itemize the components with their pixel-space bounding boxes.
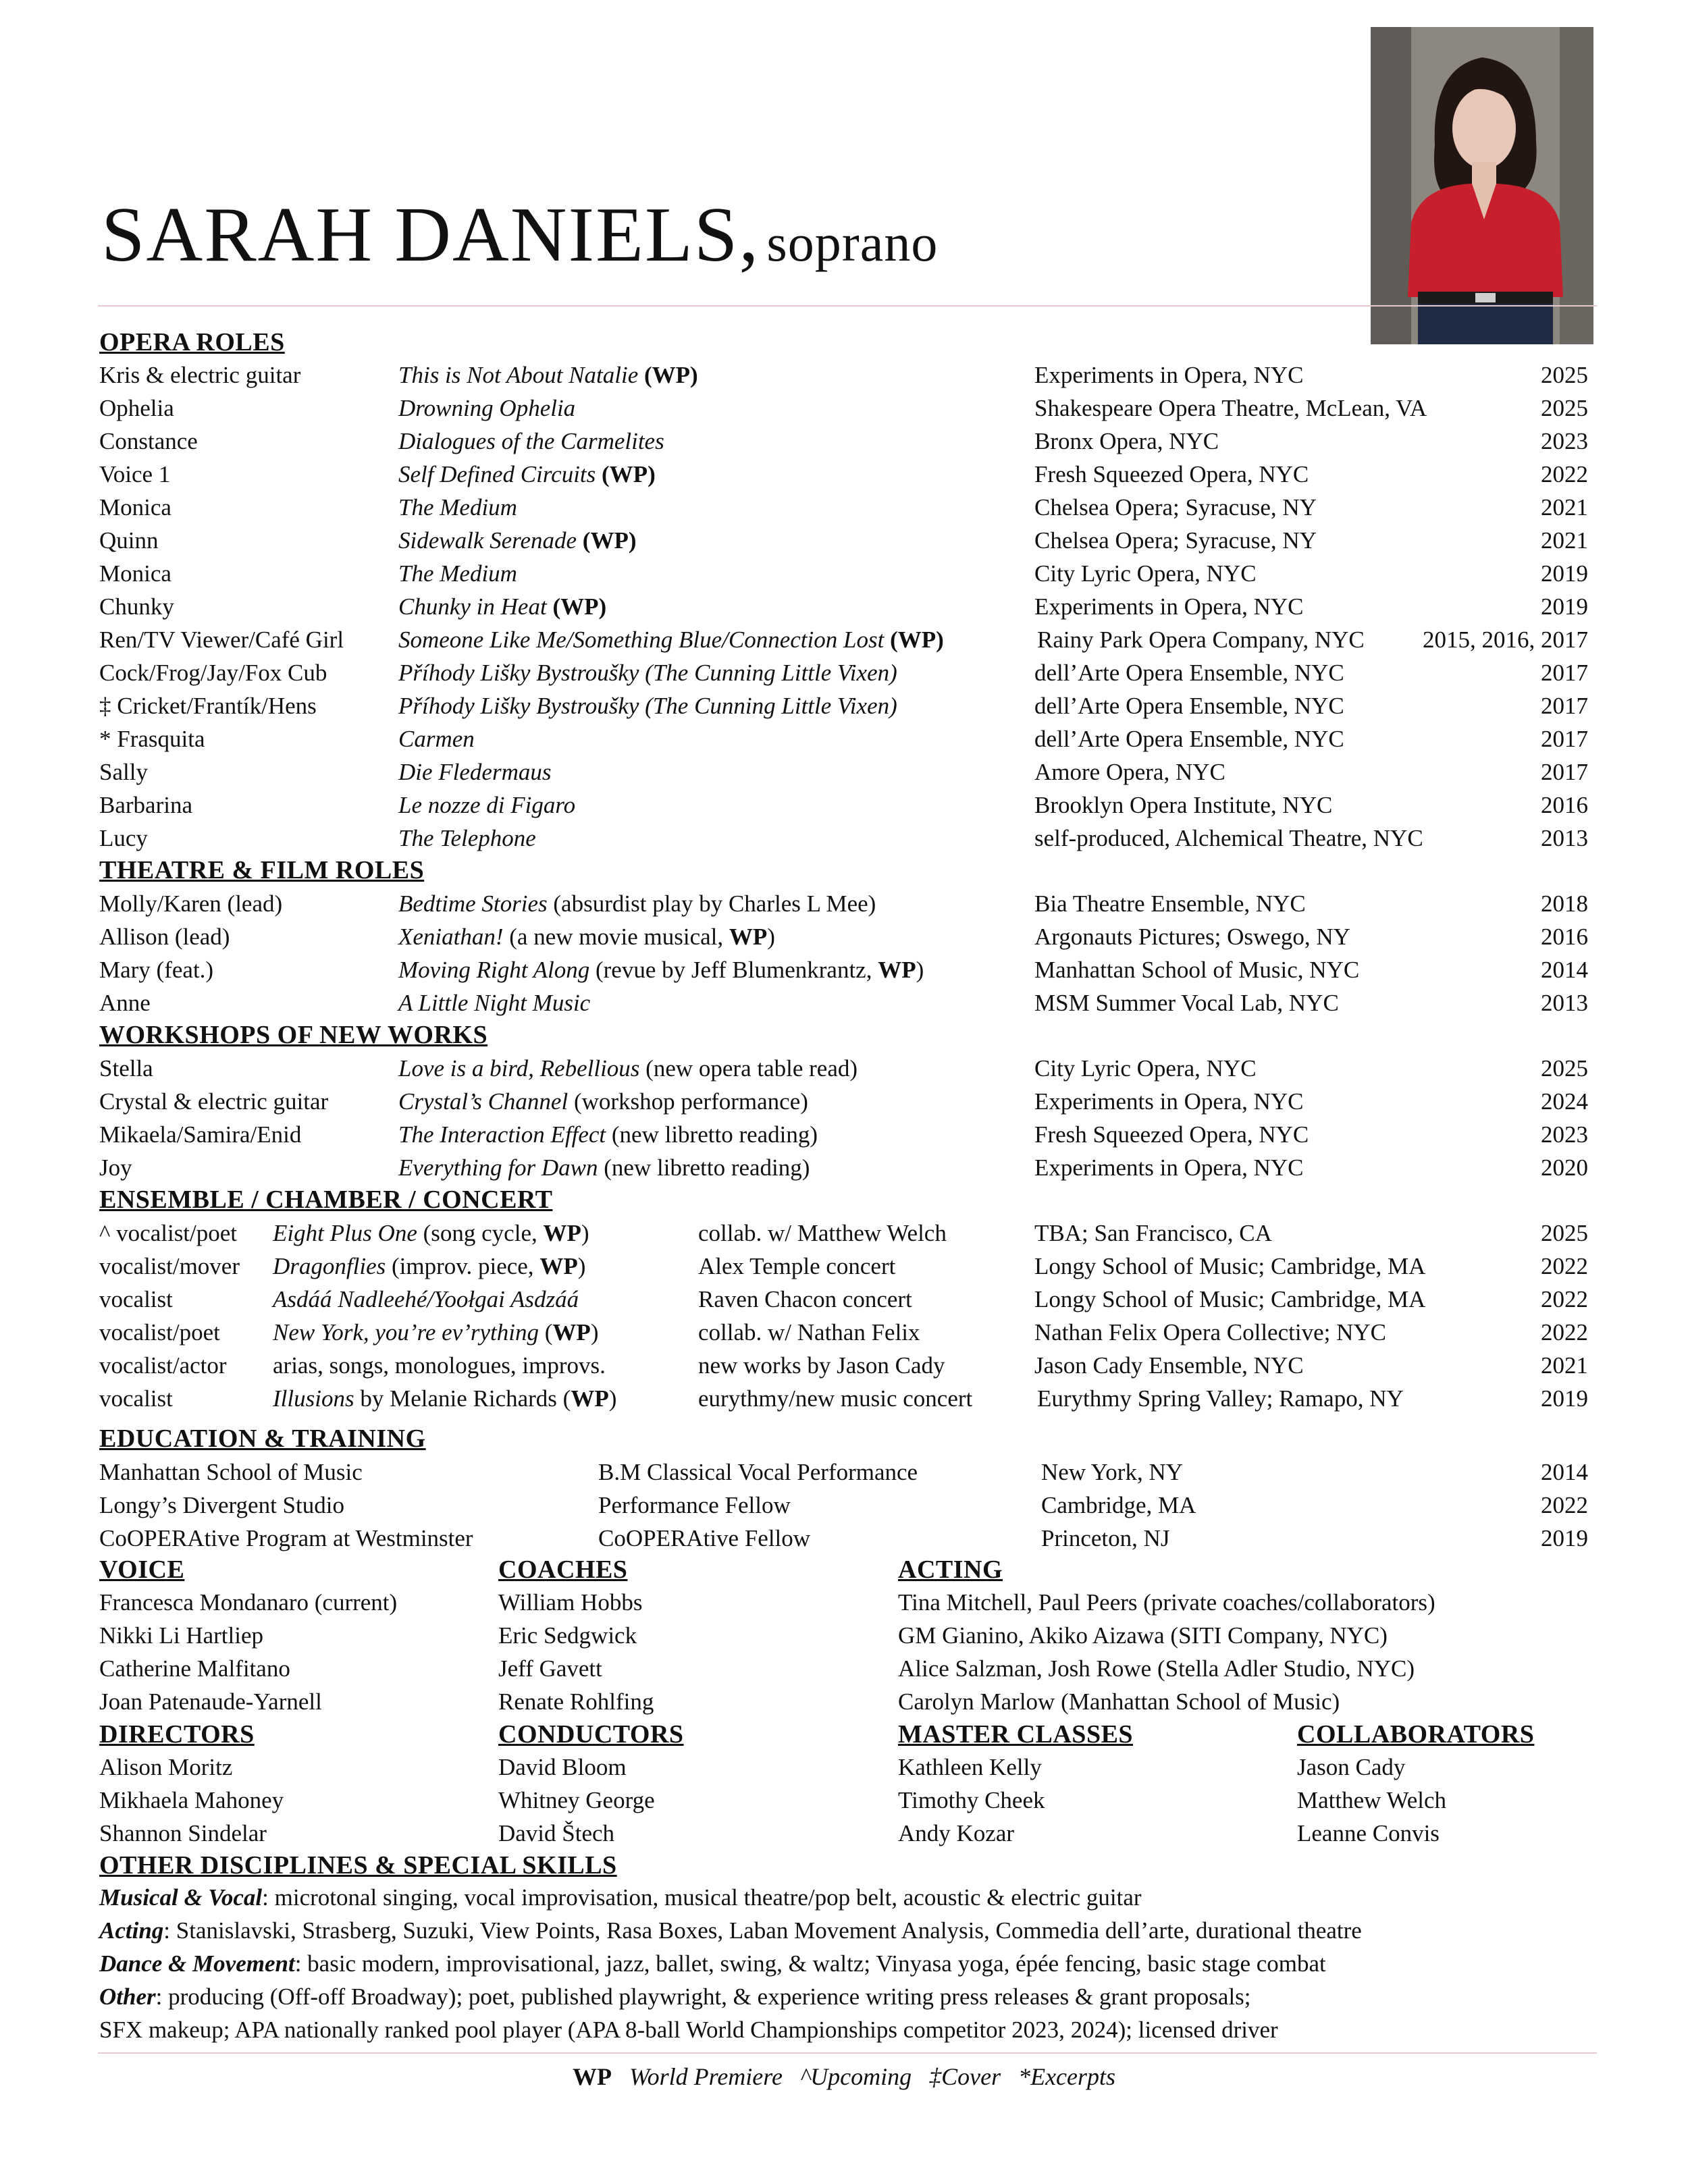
work-note: (song cycle,	[423, 1220, 537, 1246]
company: Argonauts Pictures; Oswego, NY	[1034, 924, 1350, 950]
section-heading-other: OTHER DISCIPLINES & SPECIAL SKILLS	[99, 1851, 617, 1880]
legend-excerpts: *Excerpts	[1018, 2063, 1116, 2090]
director: Mikhaela Mahoney	[99, 1787, 284, 1813]
opera-row	[0, 756, 1688, 789]
role: Mikaela/Samira/Enid	[99, 1121, 302, 1148]
role: Ren/TV Viewer/Café Girl	[99, 627, 344, 653]
education-row	[0, 1489, 1688, 1522]
company: dell’Arte Opera Ensemble, NYC	[1034, 660, 1344, 686]
company: Bia Theatre Ensemble, NYC	[1034, 890, 1306, 917]
master-class-teacher: Kathleen Kelly	[898, 1754, 1042, 1780]
year: 2016	[1541, 924, 1588, 950]
collaborator: Leanne Convis	[1297, 1820, 1440, 1846]
skill-label: Other	[99, 1983, 156, 2010]
work-note-end: )	[916, 957, 924, 983]
work-title: A Little Night Music	[398, 990, 591, 1016]
voice-teacher: Nikki Li Hartliep	[99, 1622, 264, 1649]
year: 2019	[1541, 593, 1588, 620]
company: Experiments in Opera, NYC	[1034, 1154, 1304, 1181]
opera-row	[0, 392, 1688, 425]
theatre-row	[0, 987, 1688, 1019]
wp-badge: (WP)	[582, 527, 637, 554]
role: Quinn	[99, 527, 159, 554]
year: 2019	[1541, 560, 1588, 587]
work-title: Someone Like Me/Something Blue/Connection Lost	[398, 627, 885, 653]
footer-divider	[98, 2052, 1597, 2054]
year: 2025	[1541, 1055, 1588, 1082]
workshop-row	[0, 1086, 1688, 1118]
company: dell’Arte Opera Ensemble, NYC	[1034, 726, 1344, 752]
contacts-row	[0, 1784, 1688, 1817]
theatre-row	[0, 954, 1688, 986]
year: 2022	[1541, 461, 1588, 487]
voice-teacher: Joan Patenaude-Yarnell	[99, 1688, 322, 1715]
year: 2013	[1541, 825, 1588, 851]
training-row	[0, 1620, 1688, 1652]
year: 2025	[1541, 395, 1588, 421]
ensemble-row	[0, 1316, 1688, 1349]
opera-row	[0, 624, 1688, 656]
name-heading	[101, 192, 939, 278]
ensemble-row	[0, 1350, 1688, 1382]
role: Cock/Frog/Jay/Fox Cub	[99, 660, 327, 686]
education-row	[0, 1456, 1688, 1489]
year: 2015, 2016, 2017	[1423, 627, 1588, 653]
opera-row	[0, 558, 1688, 590]
venue: Longy School of Music; Cambridge, MA	[1034, 1253, 1426, 1279]
role: Ophelia	[99, 395, 174, 421]
workshop-row	[0, 1119, 1688, 1151]
location: Princeton, NJ	[1041, 1525, 1170, 1551]
venue: Nathan Felix Opera Collective; NYC	[1034, 1319, 1386, 1346]
venue: Jason Cady Ensemble, NYC	[1034, 1352, 1304, 1379]
location: Cambridge, MA	[1041, 1492, 1196, 1518]
voice-type: soprano	[766, 213, 939, 272]
conductor: David Bloom	[498, 1754, 627, 1780]
work-title: Self Defined Circuits	[398, 461, 596, 487]
collaboration: new works by Jason Cady	[698, 1352, 945, 1379]
work-note-end: )	[608, 1385, 617, 1412]
work-title: Moving Right Along	[398, 957, 590, 983]
section-heading-acting: ACTING	[898, 1555, 1003, 1584]
work-title: Illusions	[273, 1385, 354, 1412]
role: Stella	[99, 1055, 153, 1082]
year: 2019	[1541, 1385, 1588, 1412]
role: vocalist	[99, 1286, 173, 1312]
voice-teacher: Francesca Mondanaro (current)	[99, 1589, 398, 1616]
opera-row	[0, 822, 1688, 855]
section-heading-master-classes: MASTER CLASSES	[898, 1720, 1134, 1749]
skill-line	[99, 1882, 1142, 1914]
role: Sally	[99, 759, 148, 785]
workshop-row	[0, 1152, 1688, 1184]
skill-label: Dance & Movement	[99, 1950, 295, 1977]
section-heading-workshops: WORKSHOPS OF NEW WORKS	[99, 1021, 488, 1049]
role: Molly/Karen (lead)	[99, 890, 283, 917]
role: Monica	[99, 560, 172, 587]
work-note: (new libretto reading)	[604, 1154, 810, 1181]
year: 2023	[1541, 1121, 1588, 1148]
work-title: Příhody Lišky Bystroušky (The Cunning Little Vixen)	[398, 693, 897, 719]
wp-badge: WP	[729, 924, 768, 950]
company: City Lyric Opera, NYC	[1034, 560, 1257, 587]
year: 2014	[1541, 1459, 1588, 1485]
work-title: Eight Plus One	[273, 1220, 417, 1246]
acting-teacher: Tina Mitchell, Paul Peers (private coaches/collaborators)	[898, 1589, 1435, 1616]
headshot-photo	[1371, 27, 1593, 344]
role: Chunky	[99, 593, 174, 620]
role: Anne	[99, 990, 151, 1016]
coach: Eric Sedgwick	[498, 1622, 637, 1649]
acting-teacher: Alice Salzman, Josh Rowe (Stella Adler Studio, NYC)	[898, 1655, 1415, 1682]
acting-teacher: GM Gianino, Akiko Aizawa (SITI Company, NYC)	[898, 1622, 1388, 1649]
training-row	[0, 1653, 1688, 1685]
year: 2022	[1541, 1286, 1588, 1312]
section-heading-directors: DIRECTORS	[99, 1720, 255, 1749]
work-title: Drowning Ophelia	[398, 395, 576, 421]
role: Crystal & electric guitar	[99, 1088, 329, 1115]
legend-cover: ‡Cover	[929, 2063, 1001, 2090]
year: 2013	[1541, 990, 1588, 1016]
collaboration: eurythmy/new music concert	[698, 1385, 973, 1412]
company: Shakespeare Opera Theatre, McLean, VA	[1034, 395, 1427, 421]
location: New York, NY	[1041, 1459, 1184, 1485]
wp-badge: WP	[571, 1385, 609, 1412]
performer-name: SARAH DANIELS,	[101, 192, 760, 278]
collaboration: collab. w/ Matthew Welch	[698, 1220, 947, 1246]
acting-teacher: Carolyn Marlow (Manhattan School of Music)	[898, 1688, 1340, 1715]
school: CoOPERAtive Program at Westminster	[99, 1525, 473, 1551]
opera-row	[0, 690, 1688, 722]
work-note: (revue by Jeff Blumenkrantz,	[595, 957, 872, 983]
collaboration: Alex Temple concert	[698, 1253, 896, 1279]
work-title: Asdáá Nadleehé/Yoołgai Asdzáá	[273, 1286, 579, 1312]
work-title: Dragonflies	[273, 1253, 386, 1279]
wp-badge: (WP)	[890, 627, 944, 653]
ensemble-row	[0, 1383, 1688, 1415]
work-title: New York, you’re ev’rything	[273, 1319, 539, 1346]
role: ‡ Cricket/Frantík/Hens	[99, 693, 317, 719]
section-heading-opera: OPERA ROLES	[99, 328, 285, 356]
role: Mary (feat.)	[99, 957, 214, 983]
work-title: Bedtime Stories	[398, 890, 548, 917]
work-title: Le nozze di Figaro	[398, 792, 576, 818]
coach: Renate Rohlfing	[498, 1688, 654, 1715]
school: Manhattan School of Music	[99, 1459, 363, 1485]
section-heading-coaches: COACHES	[498, 1555, 628, 1584]
role: Joy	[99, 1154, 132, 1181]
work-note: (a new movie musical,	[509, 924, 724, 950]
work-title: Everything for Dawn	[398, 1154, 598, 1181]
conductor: David Štech	[498, 1820, 615, 1846]
master-class-teacher: Andy Kozar	[898, 1820, 1015, 1846]
role: vocalist/actor	[99, 1352, 227, 1379]
company: dell’Arte Opera Ensemble, NYC	[1034, 693, 1344, 719]
year: 2017	[1541, 660, 1588, 686]
company: Experiments in Opera, NYC	[1034, 593, 1304, 620]
role: Constance	[99, 428, 198, 454]
role: * Frasquita	[99, 726, 205, 752]
role: vocalist/poet	[99, 1319, 220, 1346]
theatre-row	[0, 921, 1688, 953]
work-note-end: )	[581, 1220, 589, 1246]
coach: Jeff Gavett	[498, 1655, 602, 1682]
wp-badge: WP	[543, 1220, 581, 1246]
contacts-row	[0, 1751, 1688, 1784]
voice-teacher: Catherine Malfitano	[99, 1655, 290, 1682]
skill-text: : Stanislavski, Strasberg, Suzuki, View Points, Rasa Boxes, Laban Movement Analysis, Commedia dell’arte, durational theatre	[163, 1917, 1362, 1944]
company: Experiments in Opera, NYC	[1034, 362, 1304, 388]
year: 2025	[1541, 362, 1588, 388]
wp-badge: WP	[552, 1319, 591, 1346]
program: B.M Classical Vocal Performance	[598, 1459, 918, 1485]
role: Allison (lead)	[99, 924, 230, 950]
section-heading-education: EDUCATION & TRAINING	[99, 1424, 426, 1453]
year: 2017	[1541, 726, 1588, 752]
role: vocalist	[99, 1385, 173, 1412]
theatre-row	[0, 888, 1688, 920]
header-divider	[98, 305, 1597, 307]
section-heading-theatre: THEATRE & FILM ROLES	[99, 856, 425, 884]
role: Barbarina	[99, 792, 192, 818]
headshot-image	[1371, 27, 1593, 344]
opera-row	[0, 657, 1688, 689]
work-note-end: )	[577, 1253, 586, 1279]
role: Monica	[99, 494, 172, 521]
collaborator: Matthew Welch	[1297, 1787, 1447, 1813]
work-title: Xeniathan!	[398, 924, 504, 950]
work-title: This is Not About Natalie	[398, 362, 639, 388]
role: Lucy	[99, 825, 148, 851]
collaboration: collab. w/ Nathan Felix	[698, 1319, 920, 1346]
company: Rainy Park Opera Company, NYC	[1037, 627, 1365, 653]
skill-line	[99, 1981, 1251, 2013]
role: vocalist/mover	[99, 1253, 240, 1279]
wp-badge: (WP)	[552, 593, 607, 620]
company: Chelsea Opera; Syracuse, NY	[1034, 527, 1317, 554]
wp-badge: WP	[878, 957, 916, 983]
wp-badge: (WP)	[644, 362, 698, 388]
work-note: (absurdist play by Charles L Mee)	[553, 890, 876, 917]
year: 2019	[1541, 1525, 1588, 1551]
company: self-produced, Alchemical Theatre, NYC	[1034, 825, 1423, 851]
legend-upcoming: ^Upcoming	[799, 2063, 912, 2090]
wp-badge: WP	[539, 1253, 578, 1279]
skill-text: : producing (Off-off Broadway); poet, published playwright, & experience writing press releases & grant proposals;	[155, 1983, 1251, 2010]
collaboration: Raven Chacon concert	[698, 1286, 912, 1312]
training-row	[0, 1686, 1688, 1718]
section-heading-collaborators: COLLABORATORS	[1297, 1720, 1535, 1749]
work-title: Dialogues of the Carmelites	[398, 428, 664, 454]
work-title: Carmen	[398, 726, 475, 752]
year: 2018	[1541, 890, 1588, 917]
ensemble-row	[0, 1250, 1688, 1283]
skill-text: SFX makeup; APA nationally ranked pool player (APA 8-ball World Championships competitor 2023, 2024); licensed driver	[99, 2017, 1278, 2043]
school: Longy’s Divergent Studio	[99, 1492, 344, 1518]
work-note: (improv. piece,	[391, 1253, 534, 1279]
opera-row	[0, 359, 1688, 392]
director: Alison Moritz	[99, 1754, 233, 1780]
work-title: Crystal’s Channel	[398, 1088, 569, 1115]
skill-label: Acting	[99, 1917, 164, 1944]
skill-text: : basic modern, improvisational, jazz, ballet, swing, & waltz; Vinyasa yoga, épée fencing, basic stage combat	[294, 1950, 1326, 1977]
company: Experiments in Opera, NYC	[1034, 1088, 1304, 1115]
company: Bronx Opera, NYC	[1034, 428, 1219, 454]
director: Shannon Sindelar	[99, 1820, 267, 1846]
role: ^ vocalist/poet	[99, 1220, 238, 1246]
year: 2021	[1541, 1352, 1588, 1379]
year: 2014	[1541, 957, 1588, 983]
skill-label: Musical & Vocal	[99, 1884, 263, 1911]
section-heading-conductors: CONDUCTORS	[498, 1720, 684, 1749]
year: 2016	[1541, 792, 1588, 818]
work-description: arias, songs, monologues, improvs.	[273, 1352, 606, 1379]
work-note: (	[544, 1319, 553, 1346]
work-title: Chunky in Heat	[398, 593, 547, 620]
opera-row	[0, 525, 1688, 557]
work-note-end: )	[590, 1319, 599, 1346]
venue: Longy School of Music; Cambridge, MA	[1034, 1286, 1426, 1312]
work-note: (new libretto reading)	[611, 1121, 818, 1148]
venue: TBA; San Francisco, CA	[1034, 1220, 1272, 1246]
collaborator: Jason Cady	[1297, 1754, 1406, 1780]
program: CoOPERAtive Fellow	[598, 1525, 811, 1551]
work-title: The Medium	[398, 494, 517, 521]
company: Manhattan School of Music, NYC	[1034, 957, 1360, 983]
program: Performance Fellow	[598, 1492, 791, 1518]
work-title: The Interaction Effect	[398, 1121, 606, 1148]
work-title: Sidewalk Serenade	[398, 527, 577, 554]
company: MSM Summer Vocal Lab, NYC	[1034, 990, 1339, 1016]
workshop-row	[0, 1053, 1688, 1085]
year: 2023	[1541, 428, 1588, 454]
education-row	[0, 1522, 1688, 1555]
year: 2022	[1541, 1492, 1588, 1518]
work-note-end: )	[767, 924, 775, 950]
company: Fresh Squeezed Opera, NYC	[1034, 1121, 1309, 1148]
opera-row	[0, 458, 1688, 491]
training-row	[0, 1587, 1688, 1619]
opera-row	[0, 425, 1688, 458]
year: 2022	[1541, 1319, 1588, 1346]
skill-text: : microtonal singing, vocal improvisation, musical theatre/pop belt, acoustic & electric guitar	[262, 1884, 1142, 1911]
opera-row	[0, 591, 1688, 623]
opera-row	[0, 723, 1688, 755]
work-title: Die Fledermaus	[398, 759, 552, 785]
legend-wp-text: World Premiere	[629, 2063, 783, 2090]
skill-line	[99, 2014, 1278, 2046]
company: Chelsea Opera; Syracuse, NY	[1034, 494, 1317, 521]
section-heading-ensemble: ENSEMBLE / CHAMBER / CONCERT	[99, 1186, 553, 1214]
company: Fresh Squeezed Opera, NYC	[1034, 461, 1309, 487]
section-heading-voice: VOICE	[99, 1555, 185, 1584]
year: 2025	[1541, 1220, 1588, 1246]
skill-line	[99, 1948, 1326, 1980]
year: 2021	[1541, 494, 1588, 521]
coach: William Hobbs	[498, 1589, 643, 1616]
conductor: Whitney George	[498, 1787, 655, 1813]
ensemble-row	[0, 1217, 1688, 1250]
role: Kris & electric guitar	[99, 362, 301, 388]
opera-row	[0, 789, 1688, 822]
venue: Eurythmy Spring Valley; Ramapo, NY	[1037, 1385, 1404, 1412]
year: 2020	[1541, 1154, 1588, 1181]
year: 2017	[1541, 693, 1588, 719]
work-note: by Melanie Richards (	[360, 1385, 571, 1412]
legend-wp: WP	[572, 2063, 612, 2090]
ensemble-row	[0, 1283, 1688, 1316]
year: 2017	[1541, 759, 1588, 785]
work-title: Příhody Lišky Bystroušky (The Cunning Little Vixen)	[398, 660, 897, 686]
legend	[0, 2062, 1688, 2091]
company: City Lyric Opera, NYC	[1034, 1055, 1257, 1082]
company: Amore Opera, NYC	[1034, 759, 1225, 785]
skill-line	[99, 1915, 1362, 1947]
master-class-teacher: Timothy Cheek	[898, 1787, 1045, 1813]
wp-badge: (WP)	[602, 461, 656, 487]
company: Brooklyn Opera Institute, NYC	[1034, 792, 1333, 818]
year: 2021	[1541, 527, 1588, 554]
work-title: The Medium	[398, 560, 517, 587]
work-title: The Telephone	[398, 825, 536, 851]
role: Voice 1	[99, 461, 171, 487]
opera-row	[0, 491, 1688, 524]
work-note: (workshop performance)	[573, 1088, 808, 1115]
year: 2024	[1541, 1088, 1588, 1115]
work-title: Love is a bird, Rebellious	[398, 1055, 640, 1082]
contacts-row	[0, 1817, 1688, 1850]
year: 2022	[1541, 1253, 1588, 1279]
work-note: (new opera table read)	[645, 1055, 858, 1082]
